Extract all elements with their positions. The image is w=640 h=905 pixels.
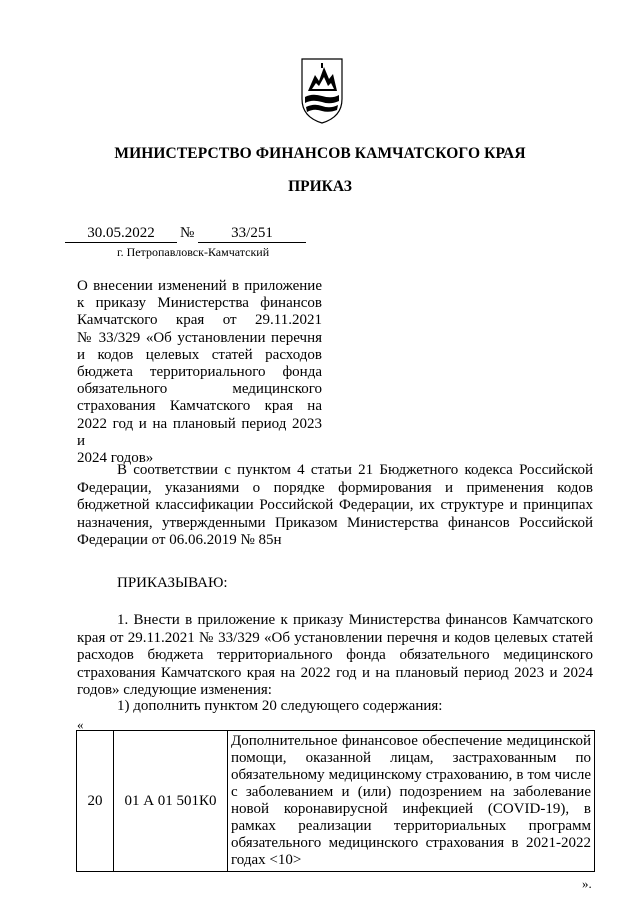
table-row	[77, 731, 595, 872]
order-number: 33/251	[198, 225, 306, 243]
opening-quote: «	[77, 717, 84, 732]
subitem-1-paragraph: 1) дополнить пунктом 20 следующего содержания:	[117, 698, 443, 714]
subject-line: Камчатского края от 29.11.2021	[77, 312, 322, 329]
closing-quote: ».	[582, 876, 592, 891]
number-sign: №	[180, 225, 195, 241]
ministry-title: МИНИСТЕРСТВО ФИНАНСОВ КАМЧАТСКОГО КРАЯ	[114, 145, 526, 162]
city-name: г. Петропавловск-Камчатский	[117, 245, 270, 259]
subject-line: страхования Камчатского края на	[77, 398, 322, 415]
subject-line: № 33/329 «Об установлении перечня	[77, 329, 322, 346]
target-code-cell: 01 А 01 501К0	[114, 731, 228, 872]
order-directive: ПРИКАЗЫВАЮ:	[117, 575, 228, 591]
subject-line: 2022 год и на плановый период 2023 и	[77, 415, 322, 449]
subject-line: к приказу Министерства финансов	[77, 295, 322, 312]
amendment-table	[76, 730, 595, 872]
subject-line: бюджета территориального фонда	[77, 364, 322, 381]
order-subject	[77, 278, 322, 467]
description-cell: Дополнительное финансовое обеспечение медицинской помощи, оказанной лицам, застрахованным по обязательному медицинскому страхованию, в том числе с заболеванием и (или) подозрением на заболевание новой коронавирусной инфекцией (COVID-19), в рамках реализации территориальных программ обязательного медицинского страхования в 2021-2022 годах <10>	[228, 731, 595, 872]
order-date: 30.05.2022	[65, 225, 177, 243]
subject-line: и кодов целевых статей расходов	[77, 346, 322, 363]
preamble-paragraph: В соответствии с пунктом 4 статьи 21 Бюджетного кодекса Российской Федерации, указаниями о порядке формирования и применения кодов бюджетной классификации Российской Федерации, их структуре и принципах назначения, утвержденными Приказом Министерства финансов Российской Федерации от 06.06.2019 № 85н	[77, 462, 593, 549]
row-number-cell: 20	[77, 731, 114, 872]
item-1-paragraph: 1. Внести в приложение к приказу Министерства финансов Камчатского края от 29.11.2021 № 33/329 «Об установлении перечня и кодов целевых статей расходов бюджета территориального фонда обязательного медицинского страхования Камчатского края на 2022 год и на плановый период 2023 и 2024 годов» следующие изменения:	[77, 612, 593, 699]
document-type-title: ПРИКАЗ	[288, 178, 352, 195]
subject-line: обязательного медицинского	[77, 381, 322, 398]
subject-line: 2024 годов»	[77, 450, 154, 467]
coat-of-arms-emblem	[300, 55, 344, 125]
subject-line: О внесении изменений в приложение	[77, 278, 322, 294]
